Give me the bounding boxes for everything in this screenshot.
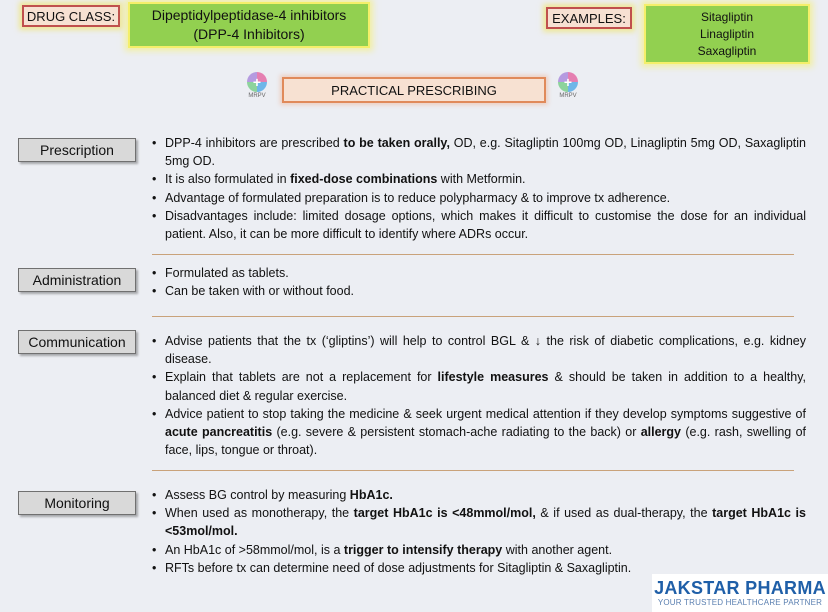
monitoring-bullet: • When used as monotherapy, the target HbA1c is <48mmol/mol, & if used as dual-therapy, the target HbA1c is <53mol/mol.	[152, 504, 806, 540]
example-item: Sitagliptin	[700, 9, 754, 24]
section-label-communication: Communication	[18, 330, 136, 354]
divider	[152, 316, 794, 317]
monitoring-bullet: • Assess BG control by measuring HbA1c.	[152, 486, 806, 504]
drug-class-label	[22, 5, 120, 27]
drug-class-abbrev: (DPP-4 Inhibitors)	[193, 26, 305, 42]
medical-cross-icon: +	[558, 72, 578, 92]
communication-bullet: • Advice patient to stop taking the medicine & seek urgent medical attention if they develop symptoms suggestive of acute pancreatitis (e.g. severe & persistent stomach-ache radiating to the back) or allergy (e.g. rash, swelling of face, lips, tongue or throat).	[152, 405, 806, 460]
drug-class-name: Dipeptidylpeptidase-4 inhibitors	[151, 7, 347, 23]
drug-class-label-text: DRUG CLASS:	[26, 8, 116, 24]
watermark-tagline: YOUR TRUSTED HEALTHCARE PARTNER	[657, 598, 823, 607]
monitoring-bullet: • RFTs before tx can determine need of dose adjustments for Sitagliptin & Saxagliptin.	[152, 559, 806, 577]
example-item: Saxagliptin	[697, 43, 757, 58]
communication-list	[152, 332, 806, 459]
practical-prescribing-banner	[282, 77, 546, 103]
examples-label-text: EXAMPLES:	[552, 10, 626, 26]
section-label-monitoring: Monitoring	[18, 491, 136, 515]
prescription-list	[152, 134, 806, 243]
administration-bullet: • Can be taken with or without food.	[152, 282, 806, 300]
examples-list	[644, 4, 810, 64]
banner-text: PRACTICAL PRESCRIBING	[331, 82, 497, 98]
medical-cross-icon: +	[247, 72, 267, 92]
communication-bullet: • Advise patients that the tx (‘gliptins’) will help to control BGL & ↓ the risk of diabetic complications, e.g. kidney disease.	[152, 332, 806, 368]
section-label-administration: Administration	[18, 268, 136, 292]
divider	[152, 470, 794, 471]
monitoring-list	[152, 486, 806, 577]
logo-caption: MRPV	[248, 93, 266, 99]
examples-label	[546, 7, 632, 29]
divider	[152, 254, 794, 255]
prescription-bullet: • Advantage of formulated preparation is to reduce polypharmacy & to improve tx adherence.	[152, 189, 806, 207]
watermark-brand: JAKSTAR PHARMA	[654, 578, 826, 598]
communication-bullet: • Explain that tablets are not a replacement for lifestyle measures & should be taken in addition to a healthy, balanced diet & regular exercise.	[152, 368, 806, 404]
jakstar-pharma-watermark	[652, 574, 828, 612]
example-item: Linagliptin	[699, 26, 755, 41]
prescription-bullet: • Disadvantages include: limited dosage options, which makes it difficult to customise the dose for an individual patient. Also, it can be more difficult to identify where ADRs occur.	[152, 207, 806, 243]
monitoring-bullet: • An HbA1c of >58mmol/mol, is a trigger to intensify therapy with another agent.	[152, 541, 806, 559]
section-label-prescription: Prescription	[18, 138, 136, 162]
prescription-bullet: • It is also formulated in fixed-dose combinations with Metformin.	[152, 170, 806, 188]
logo-caption: MRPV	[559, 93, 577, 99]
administration-list	[152, 264, 806, 300]
drug-class-value	[128, 2, 370, 48]
mrpv-logo	[245, 72, 269, 104]
mrpv-logo	[556, 72, 580, 104]
prescription-bullet: • DPP-4 inhibitors are prescribed to be taken orally, OD, e.g. Sitagliptin 100mg OD, Linagliptin 5mg OD, Saxagliptin 5mg OD.	[152, 134, 806, 170]
administration-bullet: • Formulated as tablets.	[152, 264, 806, 282]
